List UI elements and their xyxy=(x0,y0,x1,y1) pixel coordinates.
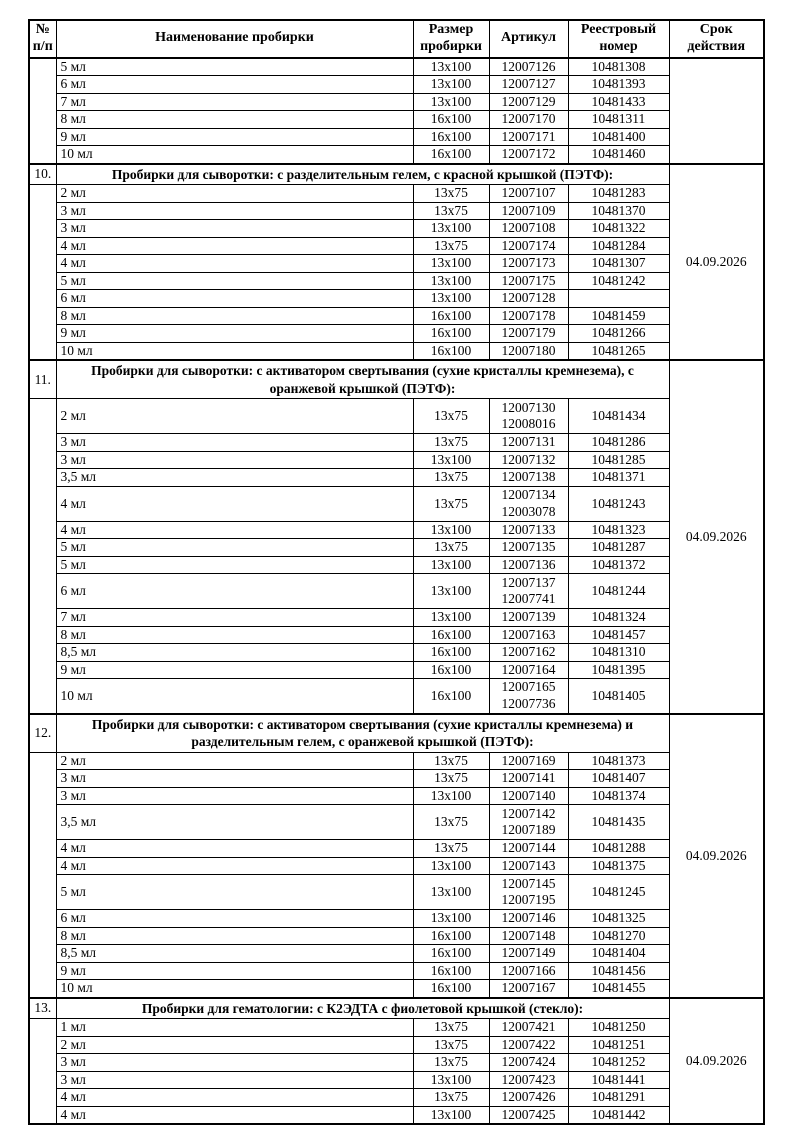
article-cell: 12007174 xyxy=(489,237,568,255)
tube-name-cell: 4 мл xyxy=(56,486,413,521)
table-row xyxy=(29,272,764,290)
tube-name-cell: 8 мл xyxy=(56,927,413,945)
table-row xyxy=(29,1036,764,1054)
article-cell: 12007109 xyxy=(489,202,568,220)
tube-name-cell: 9 мл xyxy=(56,962,413,980)
tube-name-cell: 1 мл xyxy=(56,1019,413,1037)
article-cell: 12007164 xyxy=(489,661,568,679)
article-cell: 12007144 xyxy=(489,840,568,858)
section-title: Пробирки для сыворотки: с активатором свертывания (сухие кристаллы кремнезема), с оранжевой крышкой (ПЭТФ): xyxy=(56,360,669,399)
tube-size-cell: 13x75 xyxy=(413,1054,489,1072)
tube-name-cell: 2 мл xyxy=(56,399,413,434)
registry-number-cell: 10481370 xyxy=(568,202,669,220)
tube-size-cell: 13x100 xyxy=(413,220,489,238)
tube-size-cell: 13x75 xyxy=(413,399,489,434)
tube-size-cell: 13x100 xyxy=(413,787,489,805)
table-row xyxy=(29,237,764,255)
table-row xyxy=(29,469,764,487)
article-cell: 12007165 12007736 xyxy=(489,679,568,714)
tube-name-cell: 3 мл xyxy=(56,787,413,805)
tube-name-cell: 3 мл xyxy=(56,220,413,238)
tube-size-cell: 13x100 xyxy=(413,451,489,469)
table-row xyxy=(29,185,764,203)
tube-name-cell: 6 мл xyxy=(56,290,413,308)
table-row xyxy=(29,202,764,220)
article-cell: 12007422 xyxy=(489,1036,568,1054)
registry-number-cell: 10481283 xyxy=(568,185,669,203)
section-number: 13. xyxy=(29,998,56,1019)
article-cell: 12007134 12003078 xyxy=(489,486,568,521)
article-cell: 12007130 12008016 xyxy=(489,399,568,434)
article-cell: 12007163 xyxy=(489,626,568,644)
registry-number-cell: 10481407 xyxy=(568,770,669,788)
row-number-column xyxy=(29,1019,56,1125)
table-row xyxy=(29,1089,764,1107)
tube-size-cell: 13x75 xyxy=(413,1036,489,1054)
registry-number-cell: 10481266 xyxy=(568,325,669,343)
tube-name-cell: 5 мл xyxy=(56,272,413,290)
table-row xyxy=(29,521,764,539)
validity-cell: 04.09.2026 xyxy=(669,360,764,714)
col-validity-header: Срок действия xyxy=(669,20,764,58)
validity-cell: 04.09.2026 xyxy=(669,998,764,1125)
section-header-row xyxy=(29,714,764,753)
tube-name-cell: 5 мл xyxy=(56,556,413,574)
tube-size-cell: 16x100 xyxy=(413,962,489,980)
table-row xyxy=(29,574,764,609)
tube-size-cell: 13x100 xyxy=(413,574,489,609)
registry-number-cell: 10481405 xyxy=(568,679,669,714)
table-row xyxy=(29,111,764,129)
article-cell: 12007145 12007195 xyxy=(489,875,568,910)
tube-size-cell: 13x75 xyxy=(413,434,489,452)
tube-name-cell: 4 мл xyxy=(56,237,413,255)
table-body xyxy=(29,58,764,1125)
article-cell: 12007179 xyxy=(489,325,568,343)
article-cell: 12007178 xyxy=(489,307,568,325)
tube-size-cell: 13x100 xyxy=(413,272,489,290)
registry-number-cell: 10481457 xyxy=(568,626,669,644)
tube-size-cell: 13x100 xyxy=(413,521,489,539)
table-row xyxy=(29,857,764,875)
registry-number-cell: 10481285 xyxy=(568,451,669,469)
tube-name-cell: 4 мл xyxy=(56,857,413,875)
registry-number-cell: 10481288 xyxy=(568,840,669,858)
tube-name-cell: 8,5 мл xyxy=(56,945,413,963)
registry-number-cell: 10481270 xyxy=(568,927,669,945)
table-row xyxy=(29,399,764,434)
article-cell: 12007166 xyxy=(489,962,568,980)
tube-size-cell: 13x75 xyxy=(413,840,489,858)
article-cell: 12007133 xyxy=(489,521,568,539)
table-row xyxy=(29,434,764,452)
table-row xyxy=(29,1019,764,1037)
tube-name-cell: 9 мл xyxy=(56,128,413,146)
tube-size-cell: 16x100 xyxy=(413,342,489,360)
tube-name-cell: 3 мл xyxy=(56,1071,413,1089)
registry-number-cell xyxy=(568,290,669,308)
tube-size-cell: 13x100 xyxy=(413,93,489,111)
tube-name-cell: 10 мл xyxy=(56,679,413,714)
table-row xyxy=(29,787,764,805)
tube-name-cell: 3 мл xyxy=(56,434,413,452)
tube-size-cell: 13x75 xyxy=(413,770,489,788)
table-row xyxy=(29,451,764,469)
table-row xyxy=(29,290,764,308)
tube-name-cell: 4 мл xyxy=(56,255,413,273)
section-number: 10. xyxy=(29,164,56,185)
row-number-column xyxy=(29,185,56,361)
table-row xyxy=(29,980,764,998)
tube-registry-table xyxy=(28,19,765,1125)
section-number: 11. xyxy=(29,360,56,399)
article-cell: 12007108 xyxy=(489,220,568,238)
tube-size-cell: 13x75 xyxy=(413,486,489,521)
article-cell: 12007170 xyxy=(489,111,568,129)
tube-name-cell: 2 мл xyxy=(56,752,413,770)
registry-number-cell: 10481373 xyxy=(568,752,669,770)
registry-number-cell: 10481307 xyxy=(568,255,669,273)
tube-size-cell: 13x75 xyxy=(413,1089,489,1107)
table-row xyxy=(29,58,764,76)
tube-name-cell: 10 мл xyxy=(56,146,413,164)
article-cell: 12007107 xyxy=(489,185,568,203)
article-cell: 12007127 xyxy=(489,76,568,94)
table-row xyxy=(29,539,764,557)
section-header-row xyxy=(29,164,764,185)
tube-size-cell: 13x75 xyxy=(413,202,489,220)
tube-size-cell: 16x100 xyxy=(413,661,489,679)
section-title: Пробирки для сыворотки: с разделительным гелем, с красной крышкой (ПЭТФ): xyxy=(56,164,669,185)
table-row xyxy=(29,1106,764,1124)
registry-number-cell: 10481456 xyxy=(568,962,669,980)
article-cell: 12007140 xyxy=(489,787,568,805)
table-row xyxy=(29,910,764,928)
tube-name-cell: 4 мл xyxy=(56,840,413,858)
tube-size-cell: 16x100 xyxy=(413,980,489,998)
registry-number-cell: 10481442 xyxy=(568,1106,669,1124)
registry-number-cell: 10481325 xyxy=(568,910,669,928)
registry-number-cell: 10481441 xyxy=(568,1071,669,1089)
tube-name-cell: 4 мл xyxy=(56,1089,413,1107)
registry-number-cell: 10481287 xyxy=(568,539,669,557)
table-row xyxy=(29,1054,764,1072)
tube-name-cell: 3,5 мл xyxy=(56,805,413,840)
tube-name-cell: 3,5 мл xyxy=(56,469,413,487)
table-header xyxy=(29,20,764,58)
row-number-column xyxy=(29,399,56,714)
article-cell: 12007162 xyxy=(489,644,568,662)
tube-size-cell: 13x75 xyxy=(413,237,489,255)
registry-number-cell: 10481400 xyxy=(568,128,669,146)
registry-number-cell: 10481371 xyxy=(568,469,669,487)
tube-size-cell: 13x100 xyxy=(413,875,489,910)
table-row xyxy=(29,609,764,627)
registry-number-cell: 10481322 xyxy=(568,220,669,238)
article-cell: 12007142 12007189 xyxy=(489,805,568,840)
registry-number-cell: 10481433 xyxy=(568,93,669,111)
tube-name-cell: 8 мл xyxy=(56,307,413,325)
tube-name-cell: 9 мл xyxy=(56,661,413,679)
table-row xyxy=(29,962,764,980)
table-row xyxy=(29,342,764,360)
table-row xyxy=(29,220,764,238)
tube-size-cell: 13x100 xyxy=(413,556,489,574)
tube-size-cell: 16x100 xyxy=(413,927,489,945)
tube-size-cell: 16x100 xyxy=(413,626,489,644)
registry-number-cell: 10481242 xyxy=(568,272,669,290)
article-cell: 12007171 xyxy=(489,128,568,146)
article-cell: 12007426 xyxy=(489,1089,568,1107)
table-row xyxy=(29,76,764,94)
table-row xyxy=(29,644,764,662)
tube-name-cell: 3 мл xyxy=(56,1054,413,1072)
tube-size-cell: 13x100 xyxy=(413,76,489,94)
tube-name-cell: 3 мл xyxy=(56,451,413,469)
registry-number-cell: 10481372 xyxy=(568,556,669,574)
tube-name-cell: 4 мл xyxy=(56,1106,413,1124)
section-header-row xyxy=(29,360,764,399)
registry-number-cell: 10481310 xyxy=(568,644,669,662)
tube-size-cell: 13x100 xyxy=(413,857,489,875)
registry-number-cell: 10481404 xyxy=(568,945,669,963)
tube-size-cell: 13x100 xyxy=(413,58,489,76)
article-cell: 12007173 xyxy=(489,255,568,273)
col-name-header: Наименование пробирки xyxy=(56,20,413,58)
article-cell: 12007421 xyxy=(489,1019,568,1037)
tube-size-cell: 16x100 xyxy=(413,146,489,164)
validity-cell: 04.09.2026 xyxy=(669,714,764,998)
table-row xyxy=(29,93,764,111)
tube-name-cell: 6 мл xyxy=(56,574,413,609)
col-size-header: Размер пробирки xyxy=(413,20,489,58)
registry-number-cell: 10481284 xyxy=(568,237,669,255)
tube-size-cell: 16x100 xyxy=(413,307,489,325)
tube-name-cell: 10 мл xyxy=(56,342,413,360)
registry-number-cell: 10481434 xyxy=(568,399,669,434)
validity-cell xyxy=(669,58,764,164)
registry-number-cell: 10481323 xyxy=(568,521,669,539)
tube-name-cell: 2 мл xyxy=(56,185,413,203)
tube-size-cell: 13x100 xyxy=(413,910,489,928)
table-row xyxy=(29,679,764,714)
article-cell: 12007126 xyxy=(489,58,568,76)
table-row xyxy=(29,255,764,273)
registry-number-cell: 10481244 xyxy=(568,574,669,609)
article-cell: 12007172 xyxy=(489,146,568,164)
document-page xyxy=(0,19,800,1131)
table-row xyxy=(29,805,764,840)
table-row xyxy=(29,486,764,521)
tube-name-cell: 8 мл xyxy=(56,111,413,129)
tube-size-cell: 13x100 xyxy=(413,609,489,627)
col-registry-header: Реестровый номер xyxy=(568,20,669,58)
tube-name-cell: 7 мл xyxy=(56,93,413,111)
table-row xyxy=(29,1071,764,1089)
table-row xyxy=(29,128,764,146)
registry-number-cell: 10481395 xyxy=(568,661,669,679)
tube-size-cell: 13x75 xyxy=(413,805,489,840)
article-cell: 12007141 xyxy=(489,770,568,788)
registry-number-cell: 10481250 xyxy=(568,1019,669,1037)
registry-number-cell: 10481435 xyxy=(568,805,669,840)
tube-name-cell: 5 мл xyxy=(56,539,413,557)
row-number-column xyxy=(29,58,56,164)
article-cell: 12007180 xyxy=(489,342,568,360)
registry-number-cell: 10481375 xyxy=(568,857,669,875)
registry-number-cell: 10481459 xyxy=(568,307,669,325)
row-number-column xyxy=(29,752,56,998)
section-number: 12. xyxy=(29,714,56,753)
registry-number-cell: 10481252 xyxy=(568,1054,669,1072)
tube-size-cell: 13x75 xyxy=(413,469,489,487)
tube-name-cell: 8 мл xyxy=(56,626,413,644)
tube-name-cell: 9 мл xyxy=(56,325,413,343)
article-cell: 12007425 xyxy=(489,1106,568,1124)
section-title: Пробирки для гематологии: с К2ЭДТА с фиолетовой крышкой (стекло): xyxy=(56,998,669,1019)
table-row xyxy=(29,840,764,858)
registry-number-cell: 10481460 xyxy=(568,146,669,164)
col-article-header: Артикул xyxy=(489,20,568,58)
tube-size-cell: 13x75 xyxy=(413,752,489,770)
tube-size-cell: 16x100 xyxy=(413,325,489,343)
tube-name-cell: 5 мл xyxy=(56,875,413,910)
tube-size-cell: 16x100 xyxy=(413,111,489,129)
article-cell: 12007167 xyxy=(489,980,568,998)
article-cell: 12007423 xyxy=(489,1071,568,1089)
tube-size-cell: 16x100 xyxy=(413,644,489,662)
table-row xyxy=(29,752,764,770)
tube-name-cell: 7 мл xyxy=(56,609,413,627)
tube-name-cell: 6 мл xyxy=(56,910,413,928)
tube-size-cell: 16x100 xyxy=(413,945,489,963)
article-cell: 12007149 xyxy=(489,945,568,963)
table-row xyxy=(29,146,764,164)
article-cell: 12007143 xyxy=(489,857,568,875)
registry-number-cell: 10481324 xyxy=(568,609,669,627)
article-cell: 12007139 xyxy=(489,609,568,627)
registry-number-cell: 10481243 xyxy=(568,486,669,521)
table-row xyxy=(29,945,764,963)
col-number-header: № п/п xyxy=(29,20,56,58)
table-row xyxy=(29,770,764,788)
registry-number-cell: 10481393 xyxy=(568,76,669,94)
article-cell: 12007148 xyxy=(489,927,568,945)
tube-name-cell: 8,5 мл xyxy=(56,644,413,662)
table-row xyxy=(29,325,764,343)
tube-size-cell: 13x100 xyxy=(413,290,489,308)
article-cell: 12007131 xyxy=(489,434,568,452)
article-cell: 12007136 xyxy=(489,556,568,574)
tube-size-cell: 13x75 xyxy=(413,1019,489,1037)
tube-size-cell: 13x100 xyxy=(413,255,489,273)
table-row xyxy=(29,661,764,679)
registry-number-cell: 10481245 xyxy=(568,875,669,910)
section-title: Пробирки для сыворотки: с активатором свертывания (сухие кристаллы кремнезема) и разделительным гелем, с оранжевой крышкой (ПЭТФ): xyxy=(56,714,669,753)
article-cell: 12007169 xyxy=(489,752,568,770)
article-cell: 12007424 xyxy=(489,1054,568,1072)
tube-name-cell: 6 мл xyxy=(56,76,413,94)
table-row xyxy=(29,626,764,644)
validity-cell: 04.09.2026 xyxy=(669,164,764,361)
section-header-row xyxy=(29,998,764,1019)
registry-number-cell: 10481374 xyxy=(568,787,669,805)
registry-number-cell: 10481265 xyxy=(568,342,669,360)
article-cell: 12007137 12007741 xyxy=(489,574,568,609)
tube-size-cell: 13x75 xyxy=(413,539,489,557)
registry-number-cell: 10481311 xyxy=(568,111,669,129)
tube-name-cell: 4 мл xyxy=(56,521,413,539)
table-row xyxy=(29,927,764,945)
article-cell: 12007128 xyxy=(489,290,568,308)
article-cell: 12007146 xyxy=(489,910,568,928)
registry-number-cell: 10481308 xyxy=(568,58,669,76)
registry-number-cell: 10481291 xyxy=(568,1089,669,1107)
table-row xyxy=(29,875,764,910)
tube-size-cell: 13x100 xyxy=(413,1106,489,1124)
table-row xyxy=(29,307,764,325)
article-cell: 12007138 xyxy=(489,469,568,487)
tube-name-cell: 3 мл xyxy=(56,770,413,788)
article-cell: 12007132 xyxy=(489,451,568,469)
registry-number-cell: 10481251 xyxy=(568,1036,669,1054)
table-row xyxy=(29,556,764,574)
table-header-row xyxy=(29,20,764,58)
tube-size-cell: 16x100 xyxy=(413,679,489,714)
article-cell: 12007135 xyxy=(489,539,568,557)
registry-number-cell: 10481286 xyxy=(568,434,669,452)
tube-size-cell: 16x100 xyxy=(413,128,489,146)
tube-size-cell: 13x100 xyxy=(413,1071,489,1089)
tube-name-cell: 2 мл xyxy=(56,1036,413,1054)
tube-size-cell: 13x75 xyxy=(413,185,489,203)
registry-number-cell: 10481455 xyxy=(568,980,669,998)
tube-name-cell: 5 мл xyxy=(56,58,413,76)
tube-name-cell: 3 мл xyxy=(56,202,413,220)
tube-name-cell: 10 мл xyxy=(56,980,413,998)
article-cell: 12007175 xyxy=(489,272,568,290)
article-cell: 12007129 xyxy=(489,93,568,111)
